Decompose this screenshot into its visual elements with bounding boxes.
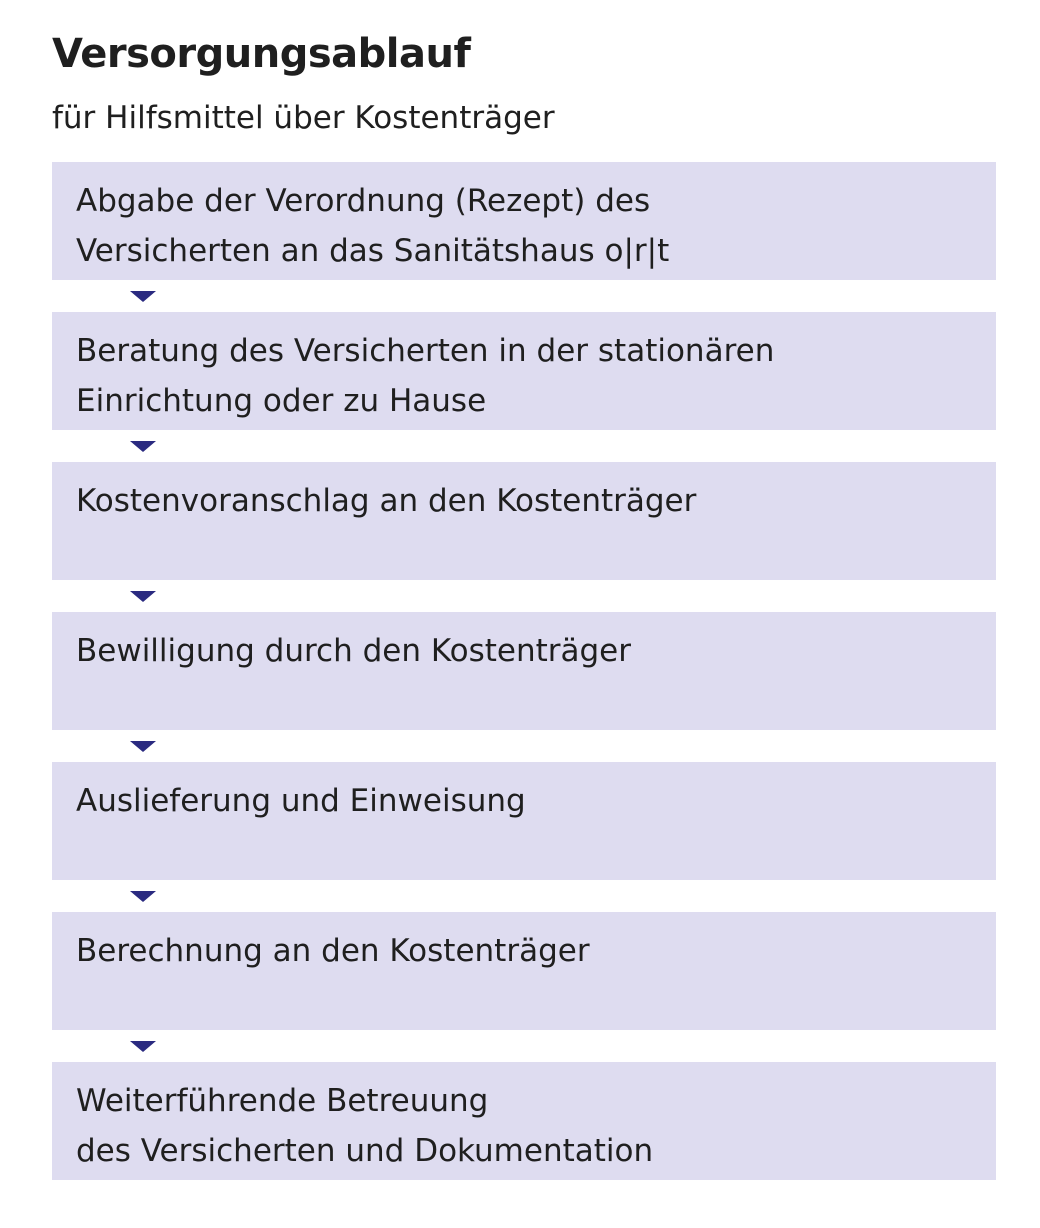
step-text-line-2: Versicherten an das Sanitätshaus o|r|t bbox=[76, 233, 670, 269]
flow-connector bbox=[52, 430, 996, 462]
arrow-down-icon bbox=[130, 1041, 156, 1052]
step-box-3 bbox=[52, 462, 996, 580]
process-flow bbox=[52, 162, 996, 1180]
step-box-2 bbox=[52, 312, 996, 430]
arrow-down-icon bbox=[130, 891, 156, 902]
step-text-line-1: Kostenvoranschlag an den Kostenträger bbox=[76, 483, 697, 519]
page-title: Versorgungsablauf bbox=[52, 31, 471, 77]
flow-connector bbox=[52, 1030, 996, 1062]
step-box-6 bbox=[52, 912, 996, 1030]
arrow-down-icon bbox=[130, 591, 156, 602]
step-box-1 bbox=[52, 162, 996, 280]
step-text-line-1: Berechnung an den Kostenträger bbox=[76, 933, 590, 969]
step-box-4 bbox=[52, 612, 996, 730]
step-box-5 bbox=[52, 762, 996, 880]
page-subtitle: für Hilfsmittel über Kostenträger bbox=[52, 100, 555, 136]
step-text-line-1: Abgabe der Verordnung (Rezept) des bbox=[76, 183, 651, 219]
arrow-down-icon bbox=[130, 441, 156, 452]
flow-connector bbox=[52, 280, 996, 312]
arrow-down-icon bbox=[130, 291, 156, 302]
step-text-line-2: Einrichtung oder zu Hause bbox=[76, 383, 487, 419]
step-text-line-1: Beratung des Versicherten in der stationären bbox=[76, 333, 775, 369]
flow-connector bbox=[52, 730, 996, 762]
flow-connector bbox=[52, 580, 996, 612]
step-text-line-1: Bewilligung durch den Kostenträger bbox=[76, 633, 632, 669]
step-box-7 bbox=[52, 1062, 996, 1180]
step-text-line-1: Auslieferung und Einweisung bbox=[76, 783, 526, 819]
flow-connector bbox=[52, 880, 996, 912]
step-text-line-1: Weiterführende Betreuung bbox=[76, 1083, 489, 1119]
step-text-line-2: des Versicherten und Dokumentation bbox=[76, 1133, 654, 1169]
arrow-down-icon bbox=[130, 741, 156, 752]
